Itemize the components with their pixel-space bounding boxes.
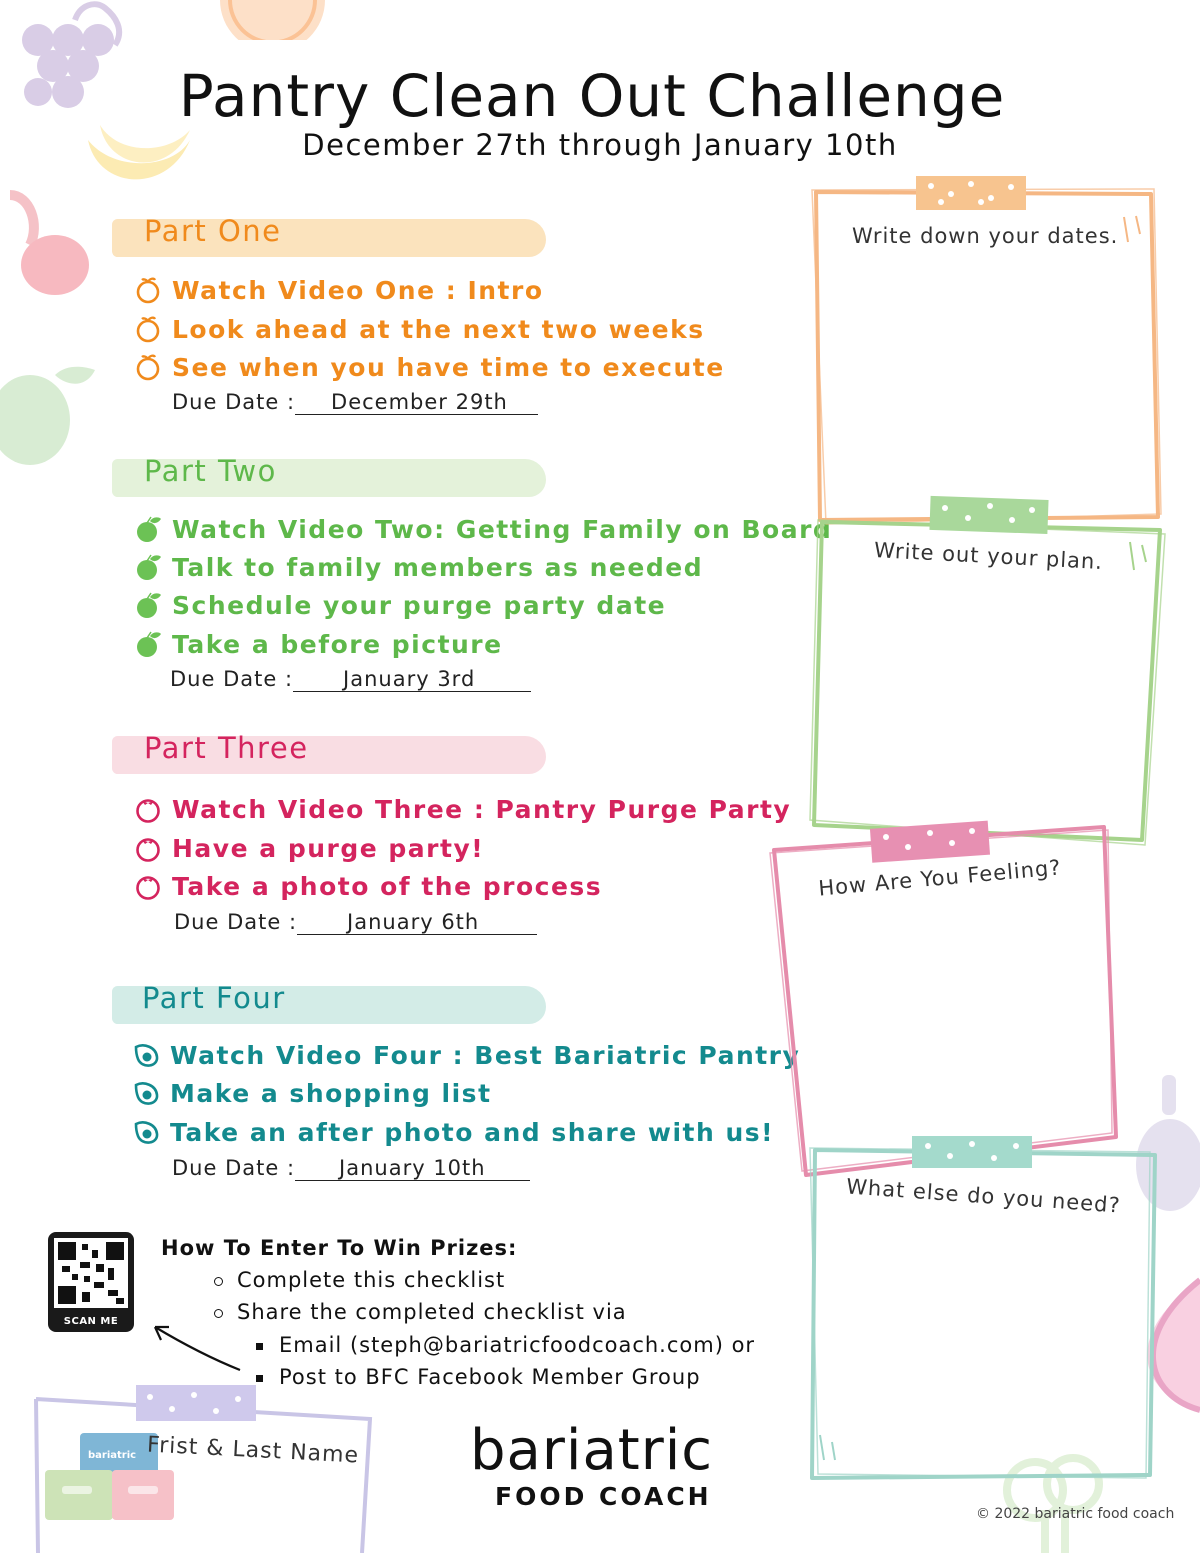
name-box-label: Frist & Last Name	[146, 1432, 360, 1469]
bullet-square-icon	[256, 1343, 263, 1350]
due-value: January 6th	[297, 910, 537, 935]
task-label: Take an after photo and share with us!	[170, 1117, 775, 1147]
prize-subitem	[256, 1333, 755, 1357]
task-label: Talk to family members as needed	[172, 552, 704, 582]
part-four-task[interactable]	[132, 1037, 800, 1073]
apple-icon	[134, 630, 162, 658]
tomato-icon	[134, 795, 162, 823]
task-label: Take a before picture	[172, 629, 503, 659]
prize-item	[214, 1268, 505, 1292]
prize-item	[214, 1300, 627, 1324]
part-one-heading-highlight	[112, 214, 546, 257]
part-three-heading-highlight	[112, 731, 546, 774]
task-label: Look ahead at the next two weeks	[172, 314, 705, 344]
bullet-circle-icon	[214, 1277, 223, 1286]
part-two-task[interactable]	[134, 587, 666, 623]
plan-box-label: Write out your plan.	[873, 538, 1104, 574]
prize-item-text: Complete this checklist	[237, 1268, 506, 1292]
due-label: Due Date :	[172, 390, 296, 414]
part-two-heading: Part Two	[144, 454, 277, 488]
brand-logo-subtitle: FOOD COACH	[495, 1482, 712, 1511]
part-one-task[interactable]	[134, 349, 725, 385]
part-four-due-date	[172, 1156, 530, 1181]
feeling-box-label: How Are You Feeling?	[817, 855, 1063, 901]
part-four-heading: Part Four	[142, 981, 286, 1015]
task-label: Watch Video Three : Pantry Purge Party	[172, 794, 792, 824]
apple-icon	[134, 515, 162, 543]
avocado-icon	[132, 1079, 160, 1107]
apple-decoration	[0, 345, 100, 475]
orange-fruit-icon	[134, 315, 162, 343]
part-one-task[interactable]	[134, 272, 544, 308]
prize-title: How To Enter To Win Prizes:	[161, 1236, 518, 1260]
bullet-circle-icon	[214, 1309, 223, 1318]
dates-box-label: Write down your dates.	[852, 224, 1119, 248]
due-value: January 3rd	[293, 667, 531, 692]
part-two-task[interactable]	[134, 549, 703, 585]
beet-decoration	[0, 185, 100, 305]
due-value: December 29th	[295, 390, 538, 415]
task-label: Have a purge party!	[172, 833, 485, 863]
due-label: Due Date :	[172, 1156, 296, 1180]
part-four-task[interactable]	[132, 1075, 492, 1111]
prize-subitem-text: Email (steph@bariatricfoodcoach.com) or	[279, 1333, 756, 1357]
avocado-icon	[132, 1041, 160, 1069]
orange-fruit-icon	[134, 276, 162, 304]
task-label: Watch Video Two: Getting Family on Board	[172, 514, 833, 544]
part-three-task[interactable]	[134, 791, 791, 827]
task-label: See when you have time to execute	[172, 352, 725, 382]
task-label: Watch Video Four : Best Bariatric Pantry	[170, 1040, 801, 1070]
due-value: January 10th	[295, 1156, 530, 1181]
copyright: © 2022 bariatric food coach	[976, 1506, 1175, 1522]
prize-subitem-text: Post to BFC Facebook Member Group	[279, 1365, 701, 1389]
part-one-heading: Part One	[144, 214, 282, 248]
tomato-icon	[134, 834, 162, 862]
part-three-due-date	[174, 910, 537, 935]
part-three-task[interactable]	[134, 868, 602, 904]
part-two-task[interactable]	[134, 511, 832, 547]
part-two-task[interactable]	[134, 626, 503, 662]
avocado-icon	[132, 1118, 160, 1146]
orange-slice-decoration	[215, 0, 330, 40]
basket-logo-text: bariatric	[88, 1450, 137, 1461]
qr-code-icon	[48, 1232, 134, 1314]
qr-scan-label: SCAN ME	[63, 1316, 119, 1327]
task-label: Make a shopping list	[170, 1078, 492, 1108]
task-label: Watch Video One : Intro	[172, 275, 544, 305]
page-subtitle: December 27th through January 10th	[302, 128, 898, 162]
apple-icon	[134, 553, 162, 581]
page-title: Pantry Clean Out Challenge	[178, 62, 1006, 130]
part-one-due-date	[172, 390, 538, 415]
part-three-heading: Part Three	[144, 731, 309, 765]
task-label: Schedule your purge party date	[172, 590, 667, 620]
needs-box-label: What else do you need?	[845, 1174, 1122, 1218]
bullet-square-icon	[256, 1375, 263, 1382]
part-two-due-date	[170, 667, 531, 692]
part-four-heading-highlight	[112, 981, 546, 1024]
prize-subitem	[256, 1365, 701, 1389]
part-two-heading-highlight	[112, 454, 546, 497]
tomato-icon	[134, 872, 162, 900]
part-three-task[interactable]	[134, 830, 484, 866]
part-four-task[interactable]	[132, 1114, 774, 1150]
part-one-task[interactable]	[134, 311, 705, 347]
arrow-icon	[145, 1315, 245, 1375]
prize-item-text: Share the completed checklist via	[237, 1300, 627, 1324]
due-label: Due Date :	[170, 667, 294, 691]
apple-icon	[134, 591, 162, 619]
orange-fruit-icon	[134, 353, 162, 381]
due-label: Due Date :	[174, 910, 298, 934]
task-label: Take a photo of the process	[172, 871, 603, 901]
brand-logo: bariatric	[470, 1418, 714, 1483]
